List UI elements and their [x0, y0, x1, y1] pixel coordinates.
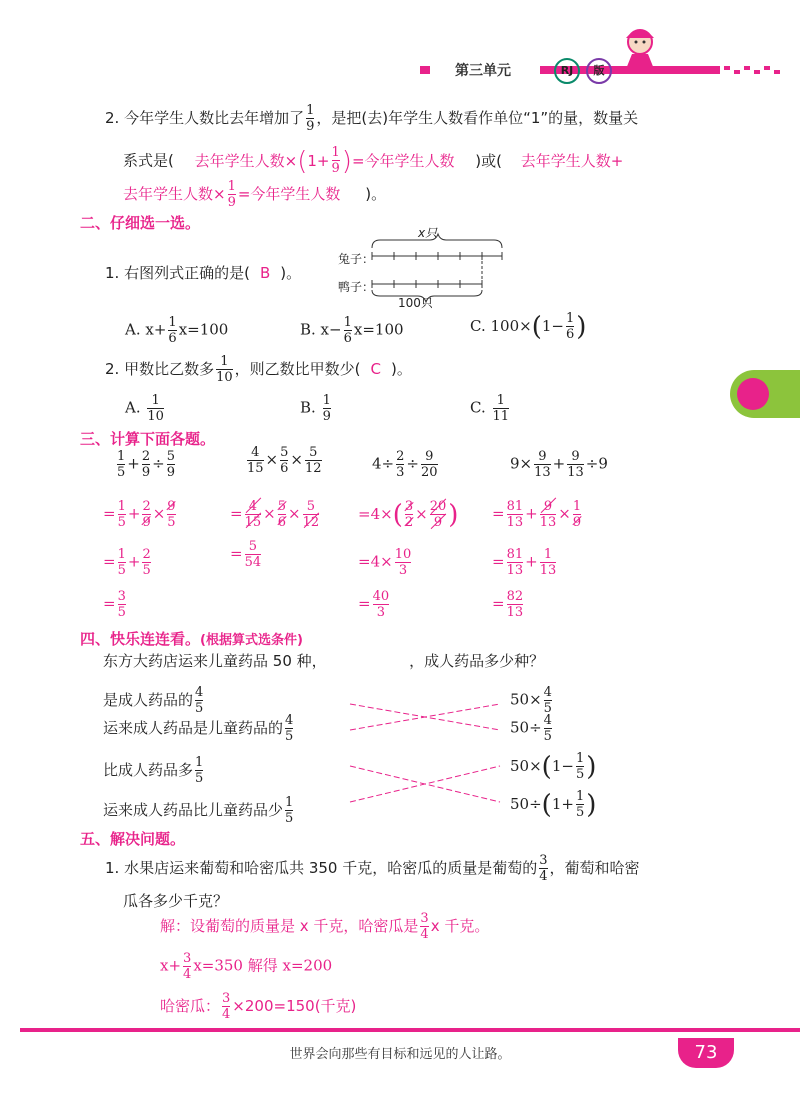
solution-line-1: 解：设葡萄的质量是 x 千克，哈密瓜是 $\frac{3}{4}$ x 千克。 — [160, 911, 490, 942]
match-right-2[interactable]: 50÷ $\frac{4}{5}$ — [510, 713, 552, 744]
section-3-title: 三、计算下面各题。 — [80, 430, 216, 448]
line-diagram: x只 兔子： 鸭子： 100只 — [330, 222, 510, 312]
match-right-1[interactable]: 50× $\frac{4}{5}$ — [510, 685, 552, 716]
answer-1: 去年学生人数×(1+ $\frac{1}{9}$ )=今年学生人数 — [194, 145, 455, 176]
fill-question-2-line3: 去年学生人数× $\frac{1}{9}$ =今年学生人数 )。 — [123, 179, 387, 210]
match-right-4[interactable]: 50÷(1+ $\frac{1}{5}$ ) — [510, 789, 597, 820]
fill-question-2-line2: 系式是( 去年学生人数×(1+ $\frac{1}{9}$ )=今年学生人数 )或( 去年学生人数+ — [123, 145, 624, 176]
unit-title: 第三单元 — [455, 63, 511, 79]
rj-badge: RJ — [554, 58, 580, 84]
choice-answer-1: B — [259, 264, 271, 282]
footer-line — [20, 1028, 800, 1032]
calc-1: $\frac{1}{5}$ + $\frac{2}{9}$ ÷ $\frac{5}{9}$ — [117, 449, 175, 480]
calc-4: 9× $\frac{9}{13}$ + $\frac{9}{13}$ ÷9 — [510, 449, 608, 480]
match-left-2[interactable]: 运来成人药品是儿童药品的 $\frac{4}{5}$ — [103, 713, 294, 744]
match-left-1[interactable]: 是成人药品的 $\frac{4}{5}$ — [103, 685, 204, 716]
section-5-title: 五、解决问题。 — [80, 830, 186, 848]
match-lines — [340, 690, 510, 810]
calc-2: $\frac{4}{15}$ × $\frac{5}{6}$ × $\frac{5}{12}$ — [247, 445, 322, 476]
section-4-title: 四、快乐连连看。(根据算式选条件) — [80, 630, 303, 648]
match-stem: 东方大药店运来儿童药品 50 种， ，成人药品多少种？ — [103, 652, 545, 670]
footer-motto: 世界会向那些有目标和远见的人让路。 — [289, 1047, 511, 1062]
section-2-title: 二、仔细选一选。 — [80, 214, 201, 232]
match-left-3[interactable]: 比成人药品多 $\frac{1}{5}$ — [103, 755, 204, 786]
fill-question-2: 2. 今年学生人数比去年增加了 $\frac{1}{9}$ ，是把(去)年学生人数看作单位“1”的量，数量关 — [105, 103, 639, 134]
mascot-face-icon — [737, 378, 769, 410]
match-right-3[interactable]: 50×(1− $\frac{1}{5}$ ) — [510, 751, 597, 782]
choice-1-options: A. x+ $\frac{1}{6}$ x=100 — [125, 315, 229, 346]
solution-line-3: 哈密瓜： $\frac{3}{4}$ ×200=150(千克) — [160, 991, 357, 1022]
solution-line-2: x+ $\frac{3}{4}$ x=350 解得 x=200 — [160, 951, 333, 982]
calc-3: 4÷ $\frac{2}{3}$ ÷ $\frac{9}{20}$ — [372, 449, 438, 480]
choice-question-2: 2. 甲数比乙数多 $\frac{1}{10}$ ，则乙数比甲数少( C )。 — [105, 354, 412, 385]
match-left-4[interactable]: 运来成人药品比儿童药品少 $\frac{1}{5}$ — [103, 795, 294, 826]
solve-question-1: 1. 水果店运来葡萄和哈密瓜共 350 千克，哈密瓜的质量是葡萄的 $\frac{3}{4}$ ，葡萄和哈密 — [105, 853, 640, 884]
ban-badge: 版 — [586, 58, 612, 84]
answer-2: 去年学生人数+ — [520, 151, 624, 170]
choice-answer-2: C — [370, 360, 381, 379]
girl-mascot-icon — [612, 22, 672, 78]
page-number: 73 — [678, 1038, 734, 1068]
choice-question-1: 1. 右图列式正确的是( B )。 — [105, 264, 302, 282]
